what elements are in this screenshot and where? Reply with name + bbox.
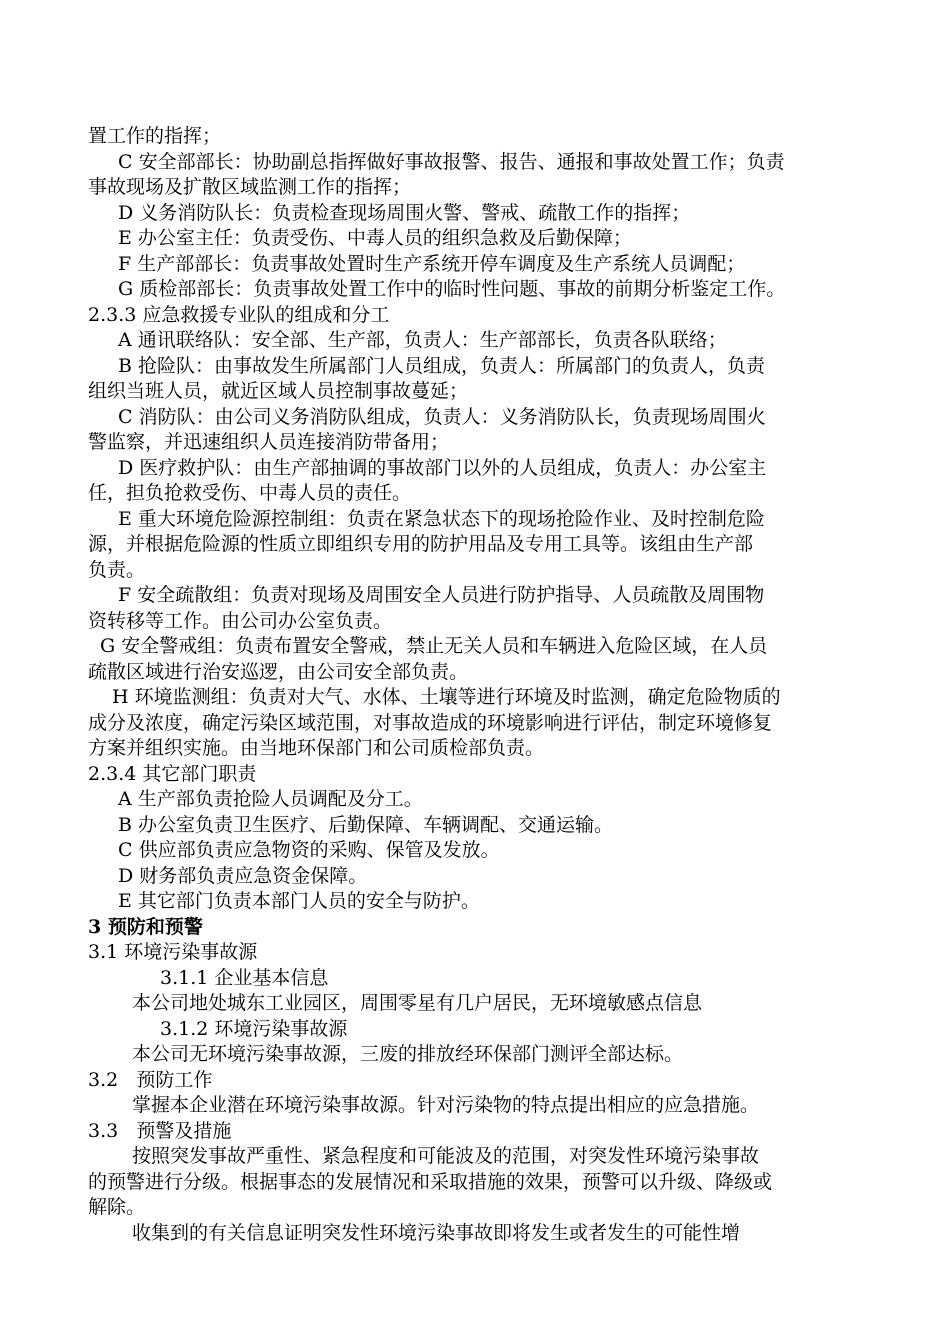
text-line: 疏散区域进行治安巡逻，由公司安全部负责。 — [88, 660, 469, 683]
text-line: A 通讯联络队：安全部、生产部，负责人：生产部部长，负责各队联络； — [118, 329, 727, 351]
text-line: G 安全警戒组：负责布置安全警戒，禁止无关人员和车辆进入危险区域，在人员 — [100, 635, 768, 657]
text-line: D 义务消防队长：负责检查现场周围火警、警戒、疏散工作的指挥； — [118, 201, 691, 224]
text-line: A 生产部负责抢险人员调配及分工。 — [118, 788, 423, 810]
text-line: 的预警进行分级。根据事态的发展情况和采取措施的效果，预警可以升级、降级或 — [88, 1170, 773, 1193]
text-line: E 办公室主任：负责受伤、中毒人员的组织急救及后勤保障； — [118, 227, 632, 249]
text-line: 方案并组织实施。由当地环保部门和公司质检部负责。 — [88, 737, 545, 759]
document-body — [88, 124, 868, 1246]
text-line: 3.1.2 环境污染事故源 — [160, 1017, 348, 1040]
section-heading: 3 预防和预警 — [88, 915, 203, 938]
text-line: 3.2 预防工作 — [88, 1068, 213, 1091]
text-line: 源，并根据危险源的性质立即组织专用的防护用品及专用工具等。该组由生产部 — [88, 533, 754, 555]
text-line: 组织当班人员，就近区域人员控制事故蔓延； — [88, 380, 469, 402]
text-line: F 生产部部长：负责事故处置时生产系统开停车调度及生产系统人员调配； — [118, 252, 746, 275]
text-line: 负责。 — [88, 558, 146, 581]
text-line: C 安全部部长：协助副总指挥做好事故报警、报告、通报和事故处置工作；负责 — [118, 150, 785, 173]
text-line: B 抢险队：由事故发生所属部门人员组成，负责人：所属部门的负责人，负责 — [118, 354, 766, 377]
text-line: 3.1 环境污染事故源 — [88, 941, 258, 963]
text-line: 按照突发事故严重性、紧急程度和可能波及的范围，对突发性环境污染事故 — [132, 1145, 760, 1167]
text-line: 资转移等工作。由公司办公室负责。 — [88, 609, 393, 632]
text-line: D 医疗救护队：由生产部抽调的事故部门以外的人员组成，负责人：办公室主 — [118, 456, 767, 479]
text-line: 警监察，并迅速组织人员连接消防带备用； — [88, 431, 450, 453]
text-line: 本公司地处城东工业园区，周围零星有几户居民，无环境敏感点信息 — [132, 992, 703, 1014]
text-line: 本公司无环境污染事故源，三废的排放经环保部门测评全部达标。 — [132, 1043, 684, 1065]
text-line: B 办公室负责卫生医疗、后勤保障、车辆调配、交通运输。 — [118, 813, 614, 836]
text-line: 解除。 — [88, 1196, 146, 1218]
text-line: 2.3.4 其它部门职责 — [88, 762, 257, 785]
text-line: 3.1.1 企业基本信息 — [160, 966, 329, 989]
text-line: E 其它部门负责本部门人员的安全与防护。 — [118, 890, 480, 912]
text-line: 掌握本企业潜在环境污染事故源。针对污染物的特点提出相应的应急措施。 — [132, 1094, 760, 1116]
text-line: F 安全疏散组：负责对现场及周围安全人员进行防护指导、人员疏散及周围物 — [118, 584, 765, 606]
text-line: E 重大环境危险源控制组：负责在紧急状态下的现场抢险作业、及时控制危险 — [118, 507, 765, 530]
text-line: D 财务部负责应急资金保障。 — [118, 864, 368, 887]
text-line: 任，担负抢救受伤、中毒人员的责任。 — [88, 482, 412, 504]
text-line: 收集到的有关信息证明突发性环境污染事故即将发生或者发生的可能性增 — [132, 1221, 741, 1244]
text-line: 置工作的指挥； — [88, 125, 222, 147]
text-line: 3.3 预警及措施 — [88, 1119, 232, 1142]
text-line: 2.3.3 应急救援专业队的组成和分工 — [88, 303, 390, 326]
text-line: 事故现场及扩散区域监测工作的指挥； — [88, 176, 412, 198]
text-line: H 环境监测组：负责对大气、水体、土壤等进行环境及时监测，确定危险物质的 — [112, 686, 781, 708]
text-line: C 消防队：由公司义务消防队组成，负责人：义务消防队长，负责现场周围火 — [118, 405, 766, 428]
text-line: 成分及浓度，确定污染区域范围，对事故造成的环境影响进行评估，制定环境修复 — [88, 711, 773, 734]
text-line: G 质检部部长：负责事故处置工作中的临时性问题、事故的前期分析鉴定工作。 — [118, 278, 786, 300]
text-line: C 供应部负责应急物资的采购、保管及发放。 — [118, 839, 500, 861]
